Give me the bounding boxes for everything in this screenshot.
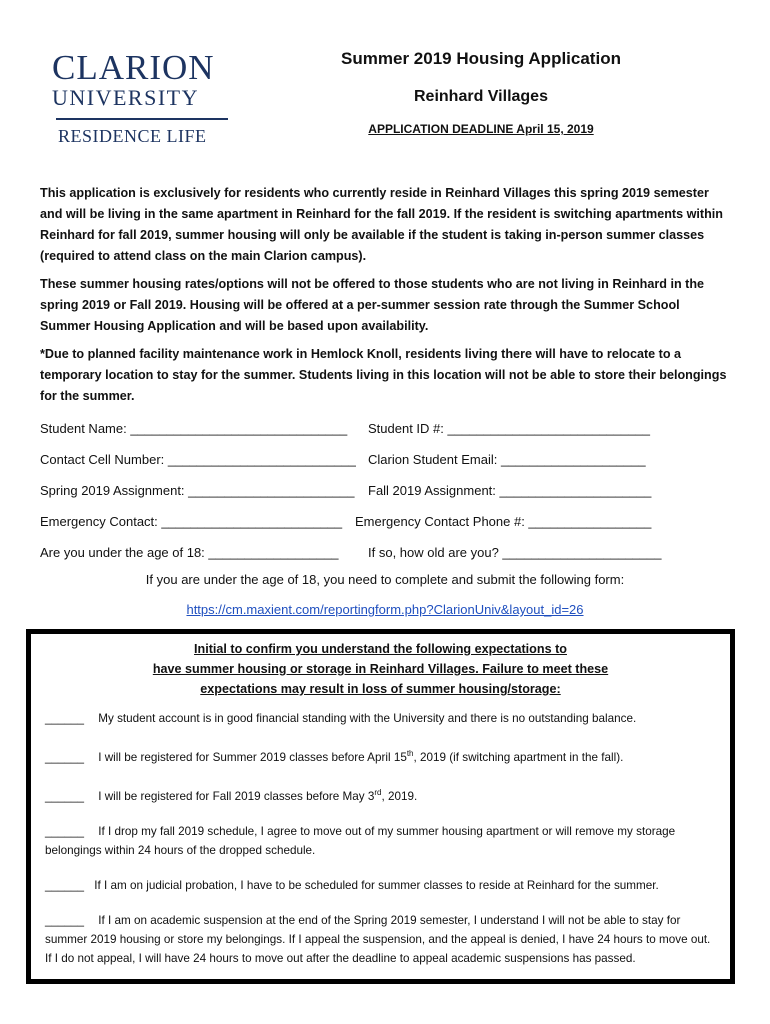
field-row	[40, 418, 730, 449]
page-title: Summer 2019 Housing Application	[341, 49, 621, 68]
item-text: If I am on judicial probation, I have to be scheduled for summer classes to reside at Reinhard for the summer.	[94, 878, 659, 892]
logo-residence-life: RESIDENCE LIFE	[58, 126, 207, 146]
heading-line-2: have summer housing or storage in Reinhard Villages. Failure to meet these	[152, 662, 609, 676]
page-subtitle: Reinhard Villages	[414, 88, 548, 105]
expectations-list	[45, 709, 720, 984]
list-item	[45, 876, 720, 895]
emergency-phone-field[interactable]: Emergency Contact Phone #: _________________	[355, 514, 652, 529]
cell-number-field[interactable]: Contact Cell Number: __________________________	[40, 452, 356, 467]
item-text: If I am on academic suspension at the end of the Spring 2019 semester, I understand I will not be able to stay for summer 2019 housing or store my belongings. If I appeal the suspension, and the appeal is denied, I have 24 hours to move out. If I do not appeal, I will have 24 hours to move out after the deadline to appeal academic suspensions has passed.	[45, 913, 711, 965]
field-row	[40, 480, 730, 511]
list-item	[45, 783, 720, 806]
list-item	[45, 709, 720, 728]
emergency-contact-field[interactable]: Emergency Contact: _________________________	[40, 514, 343, 529]
item-text: My student account is in good financial standing with the University and there is no outstanding balance.	[98, 712, 637, 725]
initial-blank[interactable]: ______	[45, 878, 85, 892]
list-item	[45, 822, 720, 860]
initial-blank[interactable]: ______	[45, 824, 85, 838]
item-sup: rd	[374, 787, 382, 797]
intro-paragraph-3: *Due to planned facility maintenance work in Hemlock Knoll, residents living there will have to relocate to a temporary location to stay for the summer. Students living in this location will not be able to store their belongings for the summer.	[40, 347, 727, 403]
expectations-box	[26, 629, 735, 984]
clarion-logo	[52, 50, 232, 146]
student-id-field[interactable]: Student ID #: ____________________________	[368, 421, 650, 436]
minor-note: If you are under the age of 18, you need to complete and submit the following form:	[145, 572, 625, 587]
list-item	[45, 744, 720, 767]
intro-paragraph-2: These summer housing rates/options will not be offered to those students who are not living in Reinhard in the spring 2019 or Fall 2019. Housing will be offered at a per-summer session rate through the Summer School Summer Housing Application and will be based upon availability.	[40, 277, 705, 333]
logo-university: UNIVERSITY	[52, 85, 199, 110]
list-item	[45, 911, 720, 968]
field-row	[40, 542, 730, 573]
item-text: , 2019 (if switching apartment in the fall).	[413, 750, 624, 764]
heading-line-3: expectations may result in loss of summer housing/storage:	[200, 682, 561, 696]
item-text: I will be registered for Fall 2019 classes before May 3	[98, 789, 375, 803]
field-row	[40, 511, 730, 542]
item-text: , 2019.	[381, 789, 418, 803]
deadline-text: APPLICATION DEADLINE April 15, 2019	[368, 122, 594, 136]
initial-blank[interactable]: ______	[45, 913, 85, 927]
logo-clarion: CLARION	[52, 48, 215, 87]
item-sup: th	[406, 749, 414, 758]
spring-assignment-field[interactable]: Spring 2019 Assignment: _______________________	[40, 483, 355, 498]
age-field[interactable]: If so, how old are you? ______________________	[368, 545, 662, 560]
intro-paragraph-1: This application is exclusively for residents who currently reside in Reinhard Villages this spring 2019 semester and will be living in the same apartment in Reinhard for the fall 2019. If the resident is switching apartments within Reinhard for fall 2019, summer housing will only be available if the student is taking in-person summer classes (required to attend class on the main Clarion campus).	[40, 186, 723, 263]
heading-line-1: Initial to confirm you understand the following expectations to	[194, 642, 567, 656]
initial-blank[interactable]: ______	[45, 712, 85, 725]
item-text: If I drop my fall 2019 schedule, I agree to move out of my summer housing apartment or will remove my storage belongings within 24 hours of the dropped schedule.	[45, 824, 676, 857]
student-name-field[interactable]: Student Name: ______________________________	[40, 421, 348, 436]
under-18-field[interactable]: Are you under the age of 18: __________________	[40, 545, 339, 560]
logo-divider	[56, 118, 228, 120]
initial-blank[interactable]: ______	[45, 750, 85, 764]
intro-section	[40, 183, 730, 414]
student-email-field[interactable]: Clarion Student Email: ____________________	[368, 452, 646, 467]
expectations-heading	[31, 639, 730, 699]
initial-blank[interactable]: ______	[45, 789, 85, 803]
item-text: I will be registered for Summer 2019 classes before April 15	[98, 750, 407, 764]
field-row	[40, 449, 730, 480]
minor-form-link[interactable]: https://cm.maxient.com/reportingform.php?ClarionUniv&layout_id=26	[186, 602, 584, 617]
applicant-fields	[40, 418, 730, 573]
fall-assignment-field[interactable]: Fall 2019 Assignment: _____________________	[368, 483, 652, 498]
